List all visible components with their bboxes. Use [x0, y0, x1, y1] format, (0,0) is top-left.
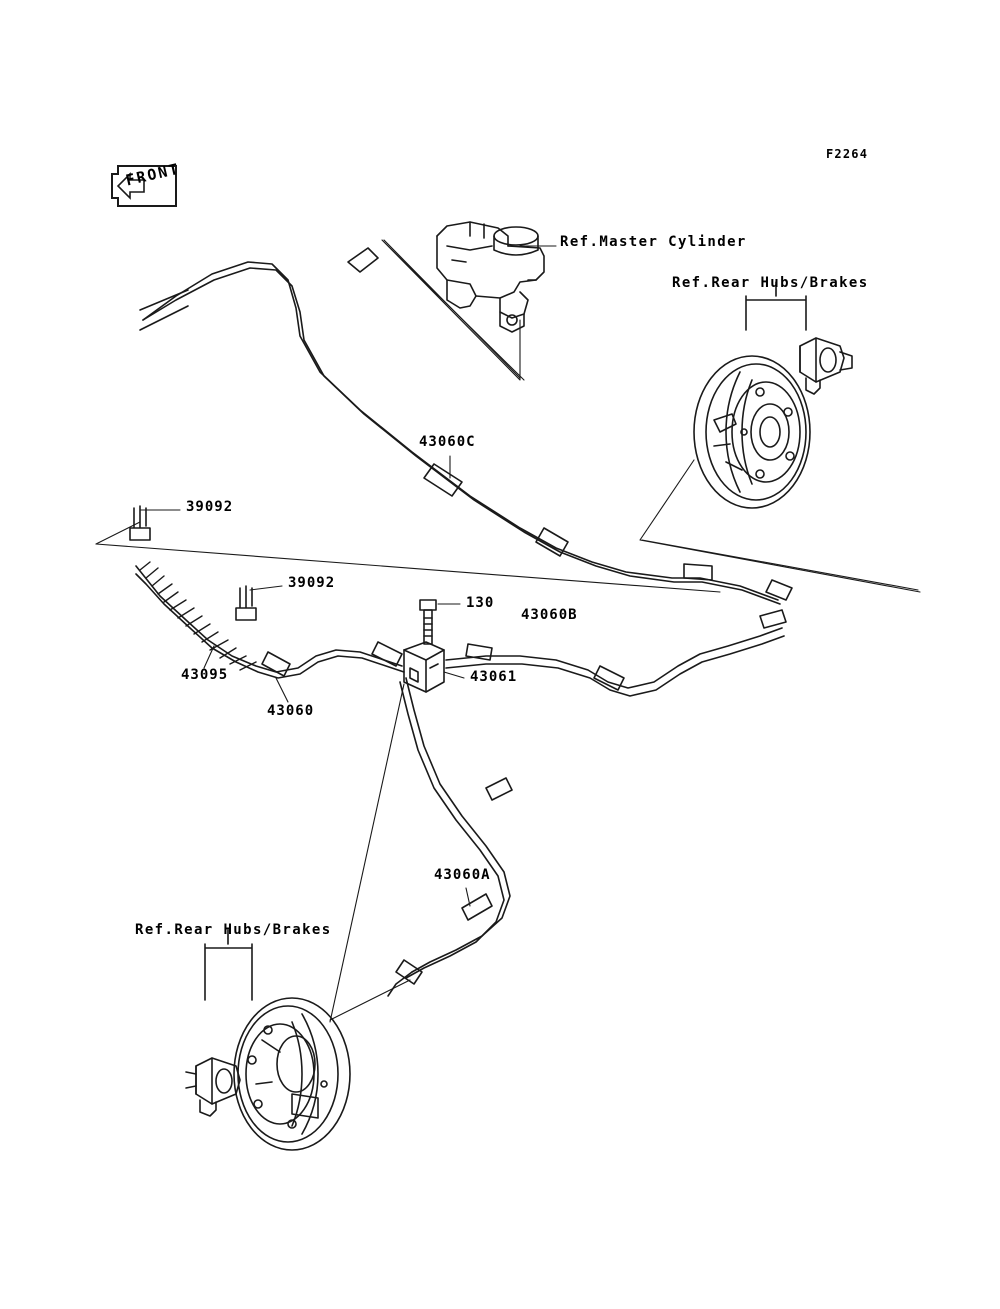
- rear-hub-brake-bottom-illustration: [186, 930, 350, 1150]
- ref-master-cylinder-label: Ref.Master Cylinder: [560, 234, 747, 250]
- callout-43060b-label: 43060B: [521, 607, 578, 623]
- callout-43060c-label: 43060C: [419, 434, 476, 450]
- callout-130-label: 130: [466, 595, 495, 611]
- pipe-43060a: [388, 678, 512, 996]
- junction-block-43061: [404, 600, 444, 692]
- callout-43061-label: 43061: [470, 669, 518, 685]
- rear-hub-brake-top-illustration: [694, 282, 852, 508]
- callout-39092-lower-label: 39092: [288, 575, 336, 591]
- callout-43060-label: 43060: [267, 703, 315, 719]
- diagram-id-label: F2264: [826, 147, 869, 161]
- leader-lines: [96, 240, 920, 1022]
- ref-rear-hubs-brakes-top-label: Ref.Rear Hubs/Brakes: [672, 275, 869, 291]
- front-label: FRONT: [124, 159, 182, 190]
- callout-43095-label: 43095: [181, 667, 229, 683]
- callout-39092-upper-label: 39092: [186, 499, 234, 515]
- master-cylinder-illustration: [437, 222, 544, 332]
- pipe-43060-43095: [130, 506, 404, 678]
- callout-43060a-label: 43060A: [434, 867, 491, 883]
- ref-rear-hubs-brakes-bottom-label: Ref.Rear Hubs/Brakes: [135, 922, 332, 938]
